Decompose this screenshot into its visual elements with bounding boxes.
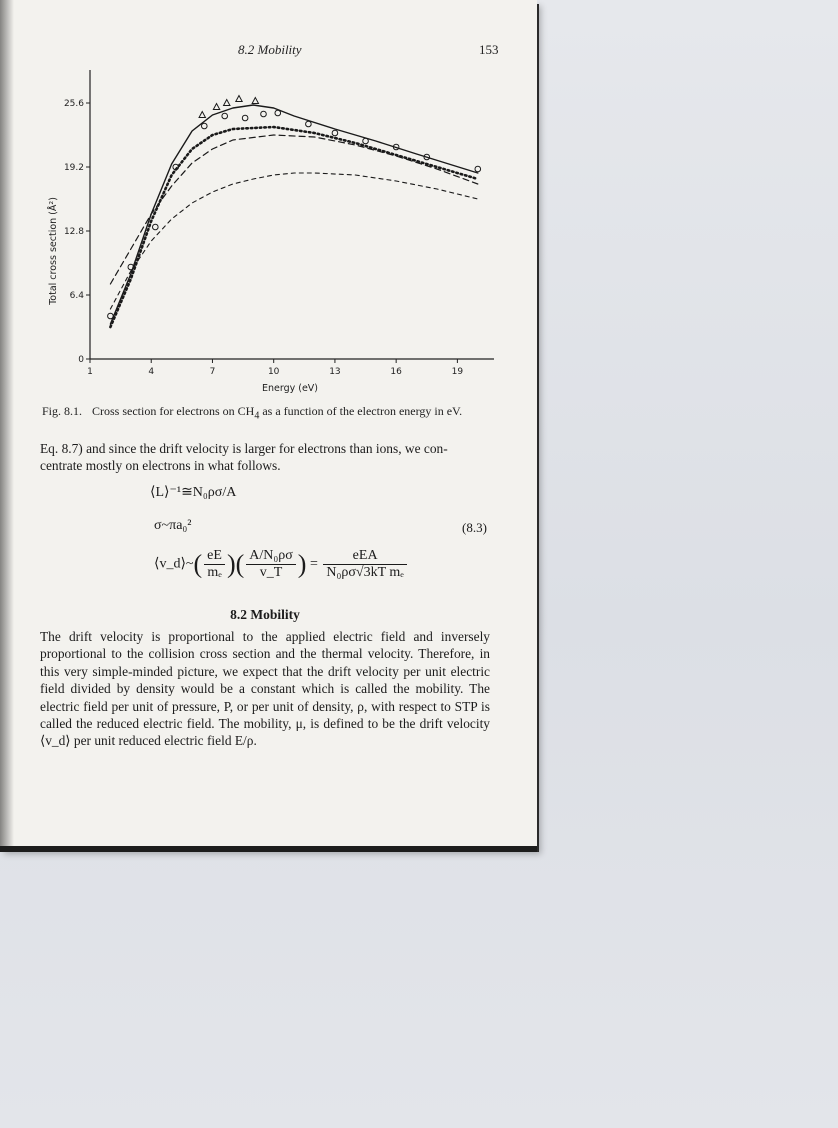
marker-circle	[306, 121, 312, 127]
page-bottom-edge	[0, 846, 537, 852]
eq3-frac2-denominator: v_T	[259, 565, 283, 580]
marker-circle	[108, 313, 114, 319]
series-line-dashed	[110, 135, 477, 284]
paragraph-1-line-1: Eq. 8.7) and since the drift velocity is larger for electrons than ions, we con-	[40, 441, 448, 456]
marker-triangle	[252, 98, 258, 104]
equation-cross-section: σ~πa₀²	[154, 518, 192, 533]
series-line-dotted	[110, 127, 477, 327]
eq3-rhs-fraction	[323, 548, 407, 581]
eq3-equals: =	[309, 556, 318, 572]
x-tick-label: 13	[329, 367, 341, 377]
marker-triangle	[236, 96, 242, 102]
paragraph-1	[40, 440, 490, 475]
book-page	[0, 0, 537, 848]
equation-number: (8.3)	[462, 520, 487, 535]
eq3-rhs-numerator: eEA	[323, 548, 407, 565]
eq3-frac1-numerator: eE	[204, 548, 225, 565]
marker-circle	[222, 113, 228, 119]
eq3-frac1-denominator: mₑ	[207, 565, 222, 580]
equation-block	[150, 480, 510, 590]
cross-section-chart	[40, 70, 500, 400]
eq3-rhs-denominator: N₀ρσ√3kT mₑ	[326, 565, 404, 580]
marker-triangle	[224, 100, 230, 106]
x-tick-label: 7	[209, 367, 216, 377]
section-heading: 8.2 Mobility	[230, 607, 300, 622]
marker-circle	[261, 111, 267, 117]
marker-circle	[475, 166, 481, 172]
eq3-lhs: ⟨v_d⟩~	[154, 556, 194, 572]
y-tick-label: 12.8	[63, 227, 84, 237]
figure-8-1	[40, 70, 500, 400]
marker-circle	[363, 138, 369, 144]
y-tick-label: 6.4	[69, 291, 84, 301]
x-axis-label: Energy (eV)	[261, 383, 319, 394]
running-head-title: 8.2 Mobility	[238, 42, 302, 57]
marker-circle	[275, 110, 281, 116]
caption-label: Fig. 8.1.	[42, 404, 83, 418]
y-tick-label: 0	[78, 355, 84, 365]
eq3-frac2-numerator: A/N₀ρσ	[246, 548, 296, 565]
marker-triangle	[213, 104, 219, 110]
paragraph-2: The drift velocity is proportional to the applied electric field and inversely proportional to the collision cross section and the thermal velocity. Therefore, in this very simple-minded picture, we expect that the drift velocity per unit electric field divided by density would be a constant which is called the mobility. The electric field per unit of pressure, P, or per unit of density, ρ, with respect to STP is called the reduced electric field. The mobility, μ, is defined to be the drift velocity ⟨v_d⟩ per unit reduced electric field E/ρ.	[40, 629, 490, 749]
figure-caption	[42, 404, 522, 421]
equation-mean-free-path: ⟨L⟩⁻¹≅N₀ρσ/A	[150, 485, 237, 500]
caption-subscript: 4	[254, 410, 260, 422]
y-axis-label: Total cross section (Å²)	[48, 197, 59, 305]
marker-circle	[332, 130, 338, 136]
x-tick-label: 19	[451, 367, 464, 377]
equation-drift-velocity: ⟨v_d⟩~( $\frac{eE}{\text{mₑ}}$ )( $\frac{\text{A/N₀ρσ}}{v\_T}$ ) = $\frac{\text{eEA}}{\text{N₀ρσ√3kT mₑ}}$	[154, 548, 409, 581]
x-tick-label: 10	[267, 367, 280, 377]
marker-circle	[201, 123, 207, 129]
spine-shadow	[0, 0, 14, 848]
eq3-fraction-1	[204, 548, 225, 581]
x-tick-label: 16	[390, 367, 402, 377]
caption-text-after: as a function of the electron energy in eV.	[259, 404, 463, 418]
marker-circle	[242, 115, 248, 121]
y-tick-label: 25.6	[63, 99, 84, 109]
x-tick-label: 4	[148, 367, 155, 377]
paragraph-1-line-2: centrate mostly on electrons in what follows.	[40, 458, 281, 474]
marker-circle	[153, 224, 159, 230]
running-head	[0, 42, 537, 62]
caption-text-before: Cross section for electrons on CH	[92, 404, 255, 418]
eq3-fraction-2	[246, 548, 296, 581]
page-number: 153	[479, 42, 499, 57]
y-tick-label: 19.2	[63, 163, 84, 173]
marker-triangle	[199, 112, 205, 118]
series-line-solid	[110, 105, 477, 324]
x-tick-label: 1	[87, 367, 93, 377]
